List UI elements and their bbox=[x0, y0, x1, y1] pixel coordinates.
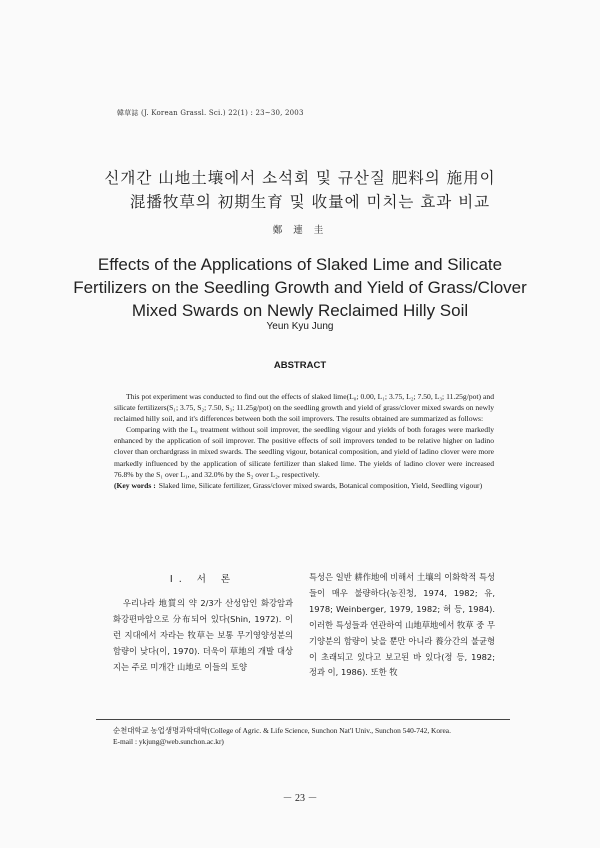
keywords-label: (Key words : bbox=[114, 480, 156, 490]
footnote-divider bbox=[96, 719, 510, 720]
abstract-paragraph-2: Comparing with the L₀ treatment without soil improver, the seedling vigour and yields of both forages were markedly enhanced by the application of soil improver. The positive effects of soil improvers tended to be relative higher on ladino clover than orchardgrass in mixed swards. The seedling vigour, botanical composition, and yield of ladino clover were more markedly influenced by the application of silicate fertilizer than slaked lime. The yields of ladino clover were increased 76.8% by the S₁ over L₁, and 32.0% by the S₂ over L₂, respectively. bbox=[114, 425, 494, 479]
journal-citation: 韓草誌 (J. Korean Grassl. Sci.) 22(1) : 23~30, 2003 bbox=[117, 109, 304, 117]
abstract-body bbox=[114, 391, 494, 491]
introduction-right-column bbox=[309, 570, 495, 681]
introduction-right-text: 특성은 일반 耕作地에 비해서 土壤의 이화학적 특성들이 매우 불량하다(농진청, 1974, 1982; 유, 1978; Weinberger, 1979, 1982; 허 등, 1984). 이러한 특성들과 연관하여 山地草地에서 牧草 중 무기양분의 함량이 낮을 뿐만 아니라 養分간의 불균형이 초래되고 있다고 보고된 바 있다(정 등, 1982; 정과 이, 1986). 또한 牧 bbox=[309, 572, 495, 678]
abstract-heading: ABSTRACT bbox=[273, 360, 327, 371]
introduction-left-text: 우리나라 地質의 약 2/3가 산성암인 화강암과 화강편마암으로 分布되어 있다(Shin, 1972). 이런 지대에서 자라는 牧草는 보통 무기영양성분의 함량이 낮다(이, 1970). 더욱이 草地의 개발 대상지는 주로 미개간 山地로 이들의 토양 bbox=[113, 598, 293, 672]
keywords bbox=[114, 480, 494, 491]
keywords-text: Slaked lime, Silicate fertilizer, Grass/clover mixed swards, Botanical composition, Yield, Seedling vigour) bbox=[158, 480, 483, 490]
abstract-paragraph-1: This pot experiment was conducted to find out the effects of slaked lime(L₀; 0.00, L₁; 3.75, L₂; 7.50, L₃; 11.25g/pot) and silicate fertilizers(S₁; 3.75, S₂; 7.50, S₃; 11.25g/pot) on the seedling growth and yield of grass/clover mixed swards on newly reclaimed hilly soil, and it's differences between both the soil improvers. The results obtained are summarized as follows: bbox=[114, 392, 494, 424]
korean-title-line-2: 混播牧草의 初期生育 및 收量에 미치는 효과 비교 bbox=[129, 193, 491, 211]
author-affiliation-footnote bbox=[113, 725, 513, 747]
korean-author: 鄭 連 圭 bbox=[272, 225, 328, 236]
english-title-line-2: Fertilizers on the Seedling Growth and Yield of Grass/Clover bbox=[73, 278, 527, 297]
english-title-line-3: Mixed Swards on Newly Reclaimed Hilly Soil bbox=[131, 301, 469, 320]
introduction-left-column bbox=[113, 596, 293, 676]
english-author: Yeun Kyu Jung bbox=[266, 321, 334, 332]
page-number: － 23 － bbox=[282, 793, 318, 804]
korean-title-line-1: 신개간 山地土壤에서 소석회 및 규산질 肥料의 施用이 bbox=[104, 169, 496, 187]
footnote-email: E-mail : ykjung@web.sunchon.ac.kr) bbox=[113, 737, 224, 746]
english-title-line-1: Effects of the Applications of Slaked Lime and Silicate bbox=[97, 255, 503, 274]
footnote-affiliation: 순천대학교 농업생명과학대학(College of Agric. & Life Science, Sunchon Nat'l Univ., Sunchon 540-742, Korea. bbox=[113, 726, 451, 735]
section-heading-introduction: Ⅰ. 서 론 bbox=[169, 574, 237, 585]
